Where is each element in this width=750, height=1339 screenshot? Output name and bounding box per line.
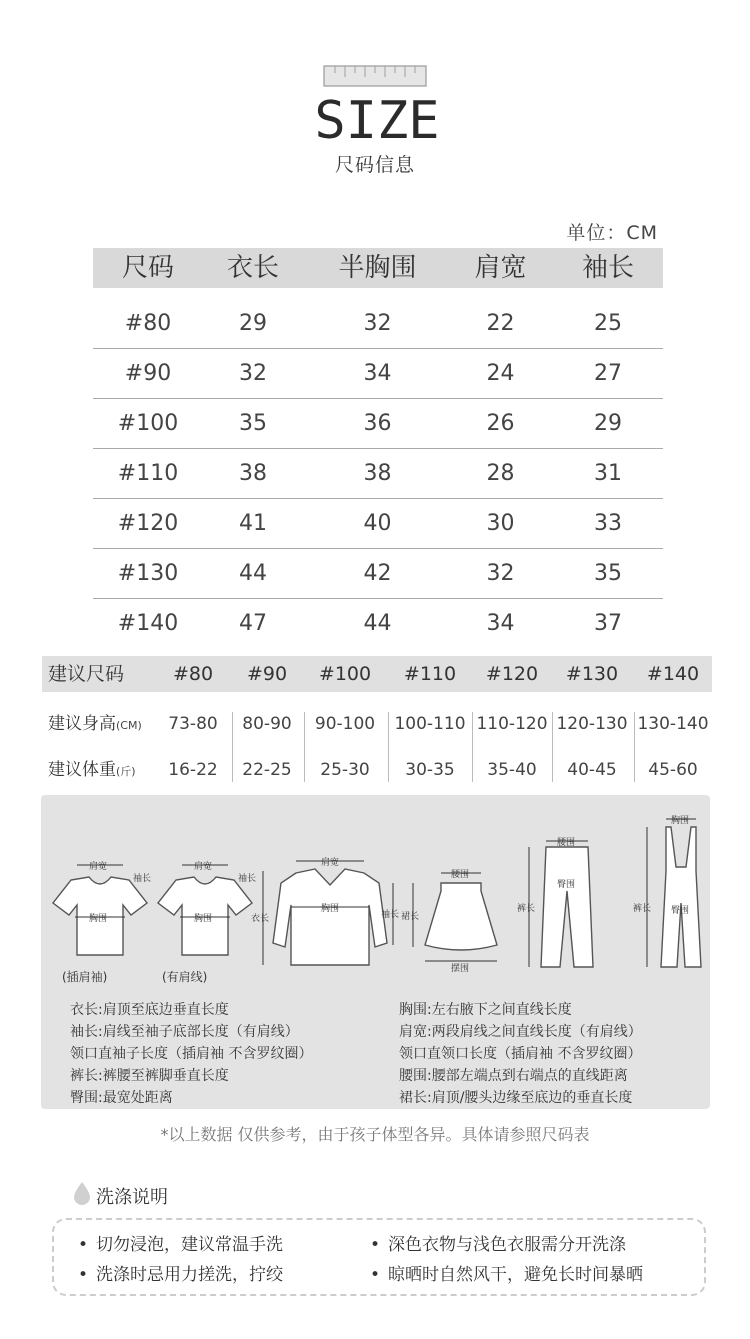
cell: 32 — [363, 311, 392, 336]
cell: #90 — [124, 361, 172, 386]
definition-item: 领口直领口长度（插肩袖 不含罗纹圈） — [399, 1046, 642, 1062]
label-sleeve: 袖长 — [238, 874, 257, 884]
water-drop-icon — [73, 1181, 91, 1205]
cell: 42 — [363, 561, 392, 586]
cell: 37 — [594, 611, 622, 636]
cell: 34 — [486, 611, 515, 636]
size-title — [314, 91, 440, 151]
weight-value: 35-40 — [487, 760, 537, 780]
cell: 31 — [594, 461, 622, 486]
label-chest: 胸围 — [671, 816, 690, 826]
height-unit: (CM) — [116, 719, 142, 732]
cell: 29 — [594, 411, 622, 436]
cell: #100 — [117, 411, 179, 436]
recommend-header — [42, 656, 712, 692]
label-chest: 胸围 — [194, 914, 213, 924]
washing-item: • 洗涤时忌用力搓洗，拧绞 — [78, 1260, 283, 1285]
height-label-text: 建议身高 — [48, 714, 116, 734]
definition-item: 袖长:肩线至袖子底部长度（有肩线） — [70, 1024, 299, 1040]
table-row — [93, 349, 663, 399]
ruler-icon — [323, 65, 427, 87]
definition-item: 衣长:肩顶至底边垂直长度 — [70, 1002, 229, 1018]
skirt-icon — [425, 883, 497, 950]
recommend-size: #90 — [246, 663, 288, 685]
height-value: 73-80 — [168, 714, 218, 734]
washing-item: • 晾晒时自然风干，避免长时间暴晒 — [370, 1260, 643, 1285]
recommend-size: #140 — [646, 663, 700, 685]
column-header: 袖长 — [581, 253, 634, 283]
table-row — [93, 399, 663, 449]
label-sleeve: 袖长 — [133, 874, 152, 884]
washing-box — [52, 1218, 706, 1296]
height-value: 90-100 — [314, 714, 376, 734]
recommend-height-row — [42, 706, 712, 742]
cell: 41 — [239, 511, 267, 536]
cell: 47 — [239, 611, 267, 636]
cell: 27 — [594, 361, 622, 386]
recommend-weight-row — [42, 752, 712, 788]
recommend-size: #80 — [172, 663, 214, 685]
washing-item: • 切勿浸泡，建议常温手洗 — [78, 1230, 283, 1255]
cell: 38 — [363, 461, 392, 486]
cell: 44 — [239, 561, 267, 586]
weight-label — [48, 752, 136, 790]
label-hip: 臀围 — [671, 906, 690, 916]
weight-label-text: 建议体重 — [48, 760, 116, 780]
cell: #120 — [117, 511, 179, 536]
column-divider — [472, 712, 473, 782]
definition-item: 领口直袖子长度（插肩袖 不含罗纹圈） — [70, 1046, 313, 1062]
cell: #130 — [117, 561, 179, 586]
recommend-size: #100 — [318, 663, 372, 685]
label-hem: 摆围 — [451, 964, 470, 974]
cell: 32 — [486, 561, 515, 586]
column-divider — [232, 712, 233, 782]
cell: #110 — [117, 461, 179, 486]
page-subtitle: 尺码信息 — [334, 154, 415, 176]
label-pants-length: 裤长 — [517, 904, 536, 914]
cell: 34 — [363, 361, 392, 386]
cell: 36 — [363, 411, 392, 436]
label-pants-length: 裤长 — [633, 904, 652, 914]
cell: 29 — [239, 311, 267, 336]
column-header: 肩宽 — [474, 253, 527, 283]
column-header: 尺码 — [121, 253, 174, 283]
tee2-caption: (有肩线) — [162, 970, 208, 984]
cell: 35 — [239, 411, 267, 436]
cell: 30 — [486, 511, 515, 536]
label-length: 衣长 — [251, 914, 270, 924]
column-divider — [304, 712, 305, 782]
weight-value: 30-35 — [405, 760, 455, 780]
label-shoulder: 肩宽 — [89, 862, 108, 872]
washing-title: 洗涤说明 — [96, 1187, 168, 1208]
definition-item: 裤长:裤腰至裤脚垂直长度 — [70, 1068, 229, 1084]
cell: 35 — [594, 561, 622, 586]
label-chest: 胸围 — [89, 914, 108, 924]
tee1-caption: (插肩袖) — [62, 970, 108, 984]
garment-diagrams — [41, 795, 710, 995]
cell: 24 — [486, 361, 515, 386]
height-value: 100-110 — [394, 714, 466, 734]
weight-value: 16-22 — [168, 760, 218, 780]
column-divider — [388, 712, 389, 782]
height-value: 130-140 — [637, 714, 709, 734]
recommend-size-label: 建议尺码 — [48, 663, 125, 685]
table-row — [93, 299, 663, 349]
cell: 25 — [594, 311, 622, 336]
label-shoulder: 肩宽 — [194, 862, 213, 872]
cell: 40 — [363, 511, 392, 536]
cell: 33 — [594, 511, 622, 536]
weight-value: 45-60 — [648, 760, 698, 780]
height-label — [48, 706, 142, 744]
weight-value: 40-45 — [567, 760, 617, 780]
recommend-size: #110 — [403, 663, 457, 685]
size-table-header — [93, 248, 663, 288]
label-waist: 腰围 — [557, 838, 576, 848]
cell: #140 — [117, 611, 179, 636]
definitions-left — [70, 999, 312, 1109]
definition-item: 臀围:最宽处距离 — [70, 1090, 173, 1106]
cell: 38 — [239, 461, 267, 486]
weight-value: 25-30 — [320, 760, 370, 780]
label-skirt-length: 裙长 — [401, 912, 420, 922]
cell: #80 — [124, 311, 172, 336]
definitions-right — [399, 999, 642, 1109]
overalls-icon — [661, 827, 701, 967]
label-sleeve: 袖长 — [381, 910, 400, 920]
height-value: 80-90 — [242, 714, 292, 734]
recommend-size: #120 — [485, 663, 539, 685]
column-divider — [634, 712, 635, 782]
label-shoulder: 肩宽 — [321, 858, 340, 868]
size-word: SIZE — [314, 91, 440, 151]
table-row — [93, 449, 663, 499]
definition-item: 胸围:左右腋下之间直线长度 — [399, 1002, 572, 1018]
jacket-icon — [273, 869, 387, 965]
definition-item: 裙长:肩顶/腰头边缘至底边的垂直长度 — [399, 1090, 633, 1106]
column-divider — [552, 712, 553, 782]
recommend-size: #130 — [565, 663, 619, 685]
cell: 32 — [239, 361, 267, 386]
label-hip: 臀围 — [557, 880, 576, 890]
definition-item: 肩宽:两段肩线之间直线长度（有肩线） — [399, 1024, 642, 1040]
cell: 22 — [486, 311, 515, 336]
pants-icon — [541, 847, 593, 967]
disclaimer-note: *以上数据 仅供参考，由于孩子体型各异。具体请参照尺码表 — [160, 1125, 590, 1144]
column-header: 衣长 — [226, 253, 279, 283]
height-value: 120-130 — [556, 714, 628, 734]
column-header: 半胸围 — [338, 253, 417, 283]
cell: 28 — [486, 461, 515, 486]
definition-item: 腰围:腰部左端点到右端点的直线距离 — [399, 1068, 628, 1084]
table-row — [93, 499, 663, 549]
cell: 44 — [363, 611, 392, 636]
table-row — [93, 599, 663, 649]
washing-item: • 深色衣物与浅色衣服需分开洗涤 — [370, 1230, 626, 1255]
table-row — [93, 549, 663, 599]
height-value: 110-120 — [476, 714, 548, 734]
cell: 26 — [486, 411, 515, 436]
weight-value: 22-25 — [242, 760, 292, 780]
label-chest: 胸围 — [321, 904, 340, 914]
unit-label: 单位：CM — [566, 222, 658, 244]
weight-unit: (斤) — [116, 765, 136, 778]
label-waist: 腰围 — [451, 870, 470, 880]
